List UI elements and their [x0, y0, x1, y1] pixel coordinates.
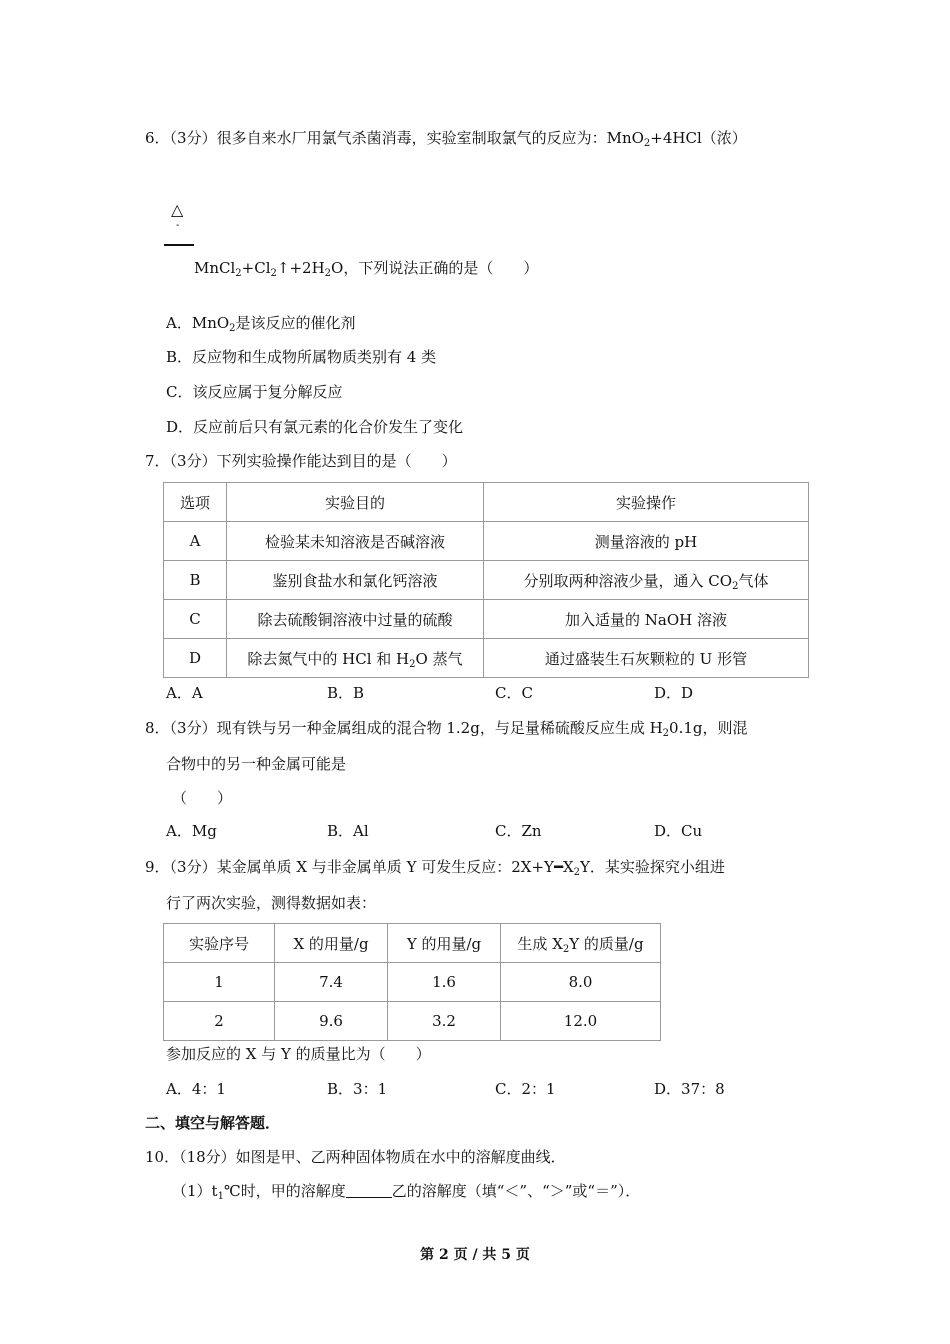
- question-9-line2: 行了两次实验，测得数据如表：: [166, 894, 377, 912]
- question-8-line1: 8．（3分）现有铁与另一种金属组成的混合物 1.2g，与足量稀硫酸反应生成 $H_20.1g$，则混: [145, 719, 748, 739]
- table-cell: 检验某未知溶液是否碱溶液: [227, 522, 484, 561]
- heat-condition-mark: -: [176, 220, 180, 231]
- table-cell: 9.6: [275, 1002, 388, 1041]
- table-row: [164, 600, 809, 639]
- answer-option: C．2：1: [495, 1080, 556, 1098]
- answer-option: B．Al: [327, 822, 369, 840]
- table-cell: 8.0: [501, 963, 661, 1002]
- question-7-line: 7．（3分）下列实验操作能达到目的是（ ）: [145, 452, 457, 470]
- section-2-title: 二、填空与解答题．: [145, 1114, 281, 1132]
- question-7-table: [163, 482, 809, 678]
- question-6-option-d: D．反应前后只有氯元素的化合价发生了变化: [166, 418, 464, 436]
- question-6-option-a: A．MnO$_2$是该反应的催化剂: [166, 314, 356, 334]
- question-10-sub1: $(1)t_1℃$时，甲的溶解度 乙的溶解度（填“＜”、“＞”或“＝”）．: [172, 1182, 641, 1202]
- table-cell: 1.6: [388, 963, 501, 1002]
- table-cell: 分别取两种溶液少量，通入 $CO_2$气体: [484, 561, 809, 600]
- table-row: [164, 522, 809, 561]
- table-header-cell: Y 的用量/g: [388, 924, 501, 963]
- table-row: [164, 561, 809, 600]
- table-cell: 测量溶液的 pH: [484, 522, 809, 561]
- table-cell: 加入适量的 NaOH 溶液: [484, 600, 809, 639]
- table-header-row: [164, 483, 809, 522]
- page-footer: 第 2 页 / 共 5 页: [420, 1247, 530, 1263]
- answer-option: D．D: [654, 684, 694, 702]
- answer-option: B．B: [327, 684, 365, 702]
- question-9-question: 参加反应的 X 与 Y 的质量比为（ ）: [166, 1045, 431, 1063]
- table-header-cell: 生成 $X_2Y$ 的质量/g: [501, 924, 661, 963]
- answer-option: A．Mg: [166, 822, 217, 840]
- answer-option: C．C: [495, 684, 533, 702]
- table-header-cell: X 的用量/g: [275, 924, 388, 963]
- table-cell: 3.2: [388, 1002, 501, 1041]
- answer-option: B．3：1: [327, 1080, 388, 1098]
- table-cell: 鉴别食盐水和氯化钙溶液: [227, 561, 484, 600]
- table-cell: C: [164, 600, 227, 639]
- question-8-line2: 合物中的另一种金属可能是: [166, 755, 347, 773]
- question-number: 9．: [145, 858, 170, 876]
- answer-blank[interactable]: [346, 1183, 392, 1198]
- table-cell: D: [164, 639, 227, 678]
- table-row: [164, 639, 809, 678]
- question-10-line: 10．（18分）如图是甲、乙两种固体物质在水中的溶解度曲线．: [145, 1148, 566, 1166]
- table-cell: 1: [164, 963, 275, 1002]
- reaction-arrow-line: [164, 244, 194, 246]
- question-6-option-c: C．该反应属于复分解反应: [166, 383, 343, 401]
- question-9-table: [163, 923, 661, 1041]
- question-number: 8．: [145, 719, 170, 737]
- table-header-cell: 实验目的: [227, 483, 484, 522]
- table-row: [164, 1002, 661, 1041]
- table-cell: 7.4: [275, 963, 388, 1002]
- answer-option: D．Cu: [654, 822, 703, 840]
- answer-option: D．37：8: [654, 1080, 725, 1098]
- table-cell: 通过盛装生石灰颗粒的 U 形管: [484, 639, 809, 678]
- table-cell: 2: [164, 1002, 275, 1041]
- question-6-option-b: B．反应物和生成物所属物质类别有 4 类: [166, 348, 437, 366]
- table-cell: 除去硫酸铜溶液中过量的硫酸: [227, 600, 484, 639]
- question-number: 10．: [145, 1148, 180, 1166]
- table-header-cell: 实验序号: [164, 924, 275, 963]
- table-header-cell: 选项: [164, 483, 227, 522]
- answer-option: C．Zn: [495, 822, 542, 840]
- table-header-cell: 实验操作: [484, 483, 809, 522]
- answer-option: A．A: [166, 684, 203, 702]
- table-row: [164, 963, 661, 1002]
- question-6-products: $MnCl_2+Cl_2↑+2H_2O$，下列说法正确的是（ ）: [194, 259, 539, 279]
- question-6-line: 6．（3分）很多自来水厂用氯气杀菌消毒，实验室制取氯气的反应为：MnO$_2$+4HCl（浓）: [145, 129, 747, 149]
- question-8-line3: （ ）: [172, 789, 233, 807]
- answer-option: A．4：1: [166, 1080, 226, 1098]
- table-cell: B: [164, 561, 227, 600]
- question-number: 6．: [145, 129, 170, 147]
- table-cell: 12.0: [501, 1002, 661, 1041]
- question-9-line1: 9．（3分）某金属单质 X 与非金属单质 Y 可发生反应：$2X+Y━X_2Y$．某实验探究小组进: [145, 858, 725, 878]
- table-cell: 除去氮气中的 HCl 和 $H_2O$ 蒸气: [227, 639, 484, 678]
- table-header-row: [164, 924, 661, 963]
- question-number: 7．: [145, 452, 170, 470]
- table-cell: A: [164, 522, 227, 561]
- heat-condition-symbol: △: [171, 200, 184, 219]
